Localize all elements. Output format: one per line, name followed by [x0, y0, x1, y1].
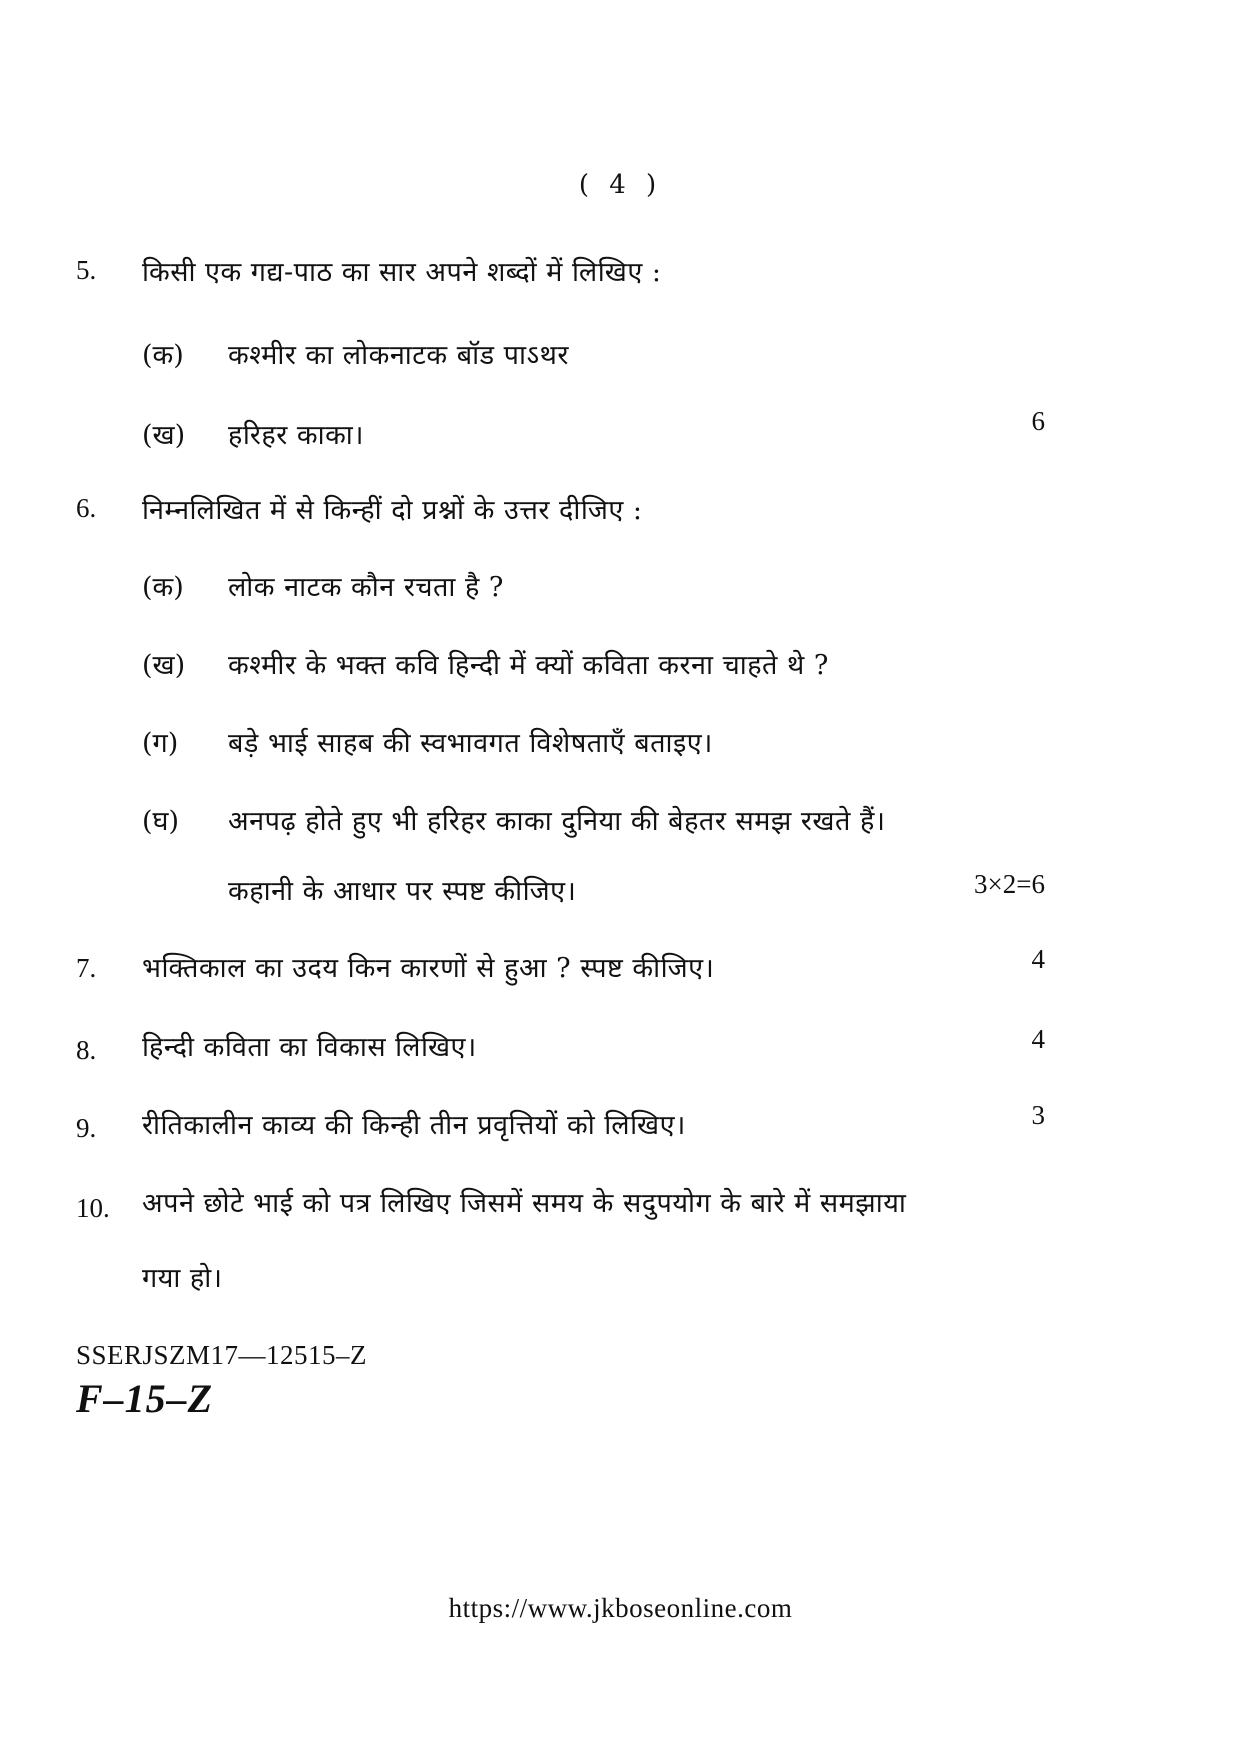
question-6-option-gha-text: अनपढ़ होते हुए भी हरिहर काका दुनिया की बेहतर समझ रखते हैं। [228, 806, 886, 837]
question-8-text: हिन्दी कविता का विकास लिखिए। [142, 1032, 477, 1063]
footer-code: SSERJSZM17—12515–Z [76, 1340, 368, 1370]
question-5-marks: 6 [1031, 406, 1045, 436]
question-7-number: 7. [76, 953, 97, 983]
question-10-continuation: गया हो। [142, 1263, 223, 1294]
question-5-number: 5. [76, 255, 97, 285]
question-9-number: 9. [76, 1113, 97, 1143]
question-5-option-ka-text: कश्मीर का लोकनाटक बॉड पाऽथर [228, 340, 569, 371]
question-8-marks: 4 [1031, 1024, 1045, 1054]
footer-url[interactable]: https://www.jkboseonline.com [448, 1593, 793, 1623]
question-6-option-kha-text: कश्मीर के भक्त कवि हिन्दी में क्यों कविता करना चाहते थे ? [228, 650, 829, 681]
page-number: ( 4 ) [578, 170, 663, 200]
question-6-number: 6. [76, 493, 97, 523]
footer-paper-code: F–15–Z [76, 1376, 214, 1421]
question-10-text: अपने छोटे भाई को पत्र लिखिए जिसमें समय के सदुपयोग के बारे में समझाया [142, 1188, 907, 1219]
question-6-option-ka-text: लोक नाटक कौन रचता है ? [228, 572, 504, 603]
question-6-option-ga-text: बड़े भाई साहब की स्वभावगत विशेषताएँ बताइए। [228, 728, 713, 759]
question-5-text: किसी एक गद्य-पाठ का सार अपने शब्दों में लिखिए : [142, 257, 662, 288]
question-6-option-gha-continuation: कहानी के आधार पर स्पष्ट कीजिए। [228, 876, 577, 907]
question-5-option-kha-text: हरिहर काका। [228, 420, 365, 451]
question-6-marks: 3×2=6 [974, 869, 1045, 899]
question-9-text: रीतिकालीन काव्य की किन्ही तीन प्रवृत्तियों को लिखिए। [142, 1110, 686, 1141]
question-5-option-ka-label: (क) [142, 340, 184, 371]
question-6-option-kha-label: (ख) [142, 650, 186, 681]
question-9-marks: 3 [1031, 1100, 1045, 1130]
question-5-option-kha-label: (ख) [142, 420, 186, 451]
question-10-number: 10. [76, 1193, 110, 1223]
question-6-text: निम्नलिखित में से किन्हीं दो प्रश्नों के उत्तर दीजिए : [142, 495, 643, 526]
question-7-text: भक्तिकाल का उदय किन कारणों से हुआ ? स्पष्ट कीजिए। [142, 953, 715, 984]
question-6-option-ka-label: (क) [142, 572, 184, 603]
question-8-number: 8. [76, 1035, 97, 1065]
question-6-option-ga-label: (ग) [142, 728, 179, 759]
question-7-marks: 4 [1031, 944, 1045, 974]
question-6-option-gha-label: (घ) [142, 806, 180, 837]
